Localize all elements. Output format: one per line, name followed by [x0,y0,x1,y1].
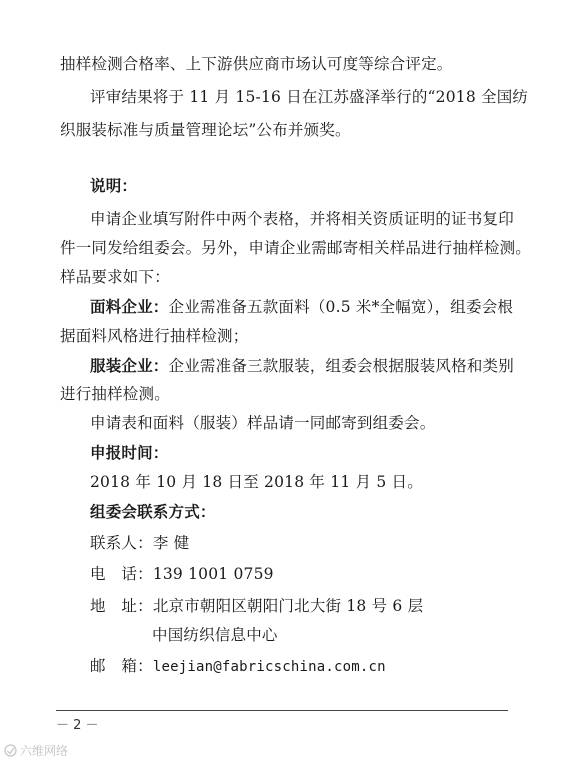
contact-person-value: 李 健 [152,534,190,552]
deadline-text: 2018 年 10 月 18 日至 2018 年 11 月 5 日。 [90,473,423,491]
contact-email-value[interactable]: leejian@fabricschina.com.cn [152,659,386,675]
garment-requirement [90,356,514,376]
contact-phone [90,564,274,584]
fabric-text: 企业需准备五款面料（0.5 米*全幅宽），组委会根 [168,298,514,316]
garment-label: 服装企业： [90,356,169,375]
contact-email-label: 邮 箱： [90,657,153,675]
contact-person-label: 联系人： [90,534,153,552]
body-line-1: 抽样检测合格率、上下游供应商市场认可度等综合评定。 [60,55,453,73]
fabric-label: 面料企业： [90,297,169,316]
contact-phone-label: 电 话： [90,565,153,583]
garment-text: 企业需准备三款服装，组委会根据服装风格和类别 [168,357,514,375]
garment-text-cont: 进行抽样检测。 [60,385,170,403]
notes-line-3: 样品要求如下： [60,268,170,286]
watermark [4,742,68,759]
watermark-logo-icon [4,744,17,757]
contact-address-line-2: 中国纺织信息中心 [152,626,278,644]
contact-address-label: 地 址： [90,597,153,615]
watermark-text: 六维网络 [20,744,69,758]
body-line-3: 织服装标准与质量管理论坛”公布并颁奖。 [60,121,351,139]
contact-address [90,596,423,616]
contact-email [90,656,386,677]
notes-line-1: 申请企业填写附件中两个表格，并将相关资质证明的证书复印 [90,210,514,228]
fabric-requirement [90,297,513,317]
body-line-2: 评审结果将于 11 月 15-16 日在江苏盛泽举行的“2018 全国纺 [90,88,529,106]
contact-phone-value: 139 1001 0759 [152,565,274,583]
notes-heading: 说明： [90,176,138,195]
contact-heading: 组委会联系方式： [90,502,216,521]
contact-person [90,533,189,553]
page-number: － 2 － [56,718,99,733]
fabric-text-cont: 据面料风格进行抽样检测； [60,327,249,345]
deadline-heading: 申报时间： [90,443,169,462]
contact-address-line-1: 北京市朝阳区朝阳门北大街 18 号 6 层 [152,597,424,615]
notes-line-2: 件一同发给组委会。另外，申请企业需邮寄相关样品进行抽样检测。 [60,239,532,257]
footer-divider [56,710,508,711]
mail-note: 申请表和面料（服装）样品请一同邮寄到组委会。 [90,414,436,432]
